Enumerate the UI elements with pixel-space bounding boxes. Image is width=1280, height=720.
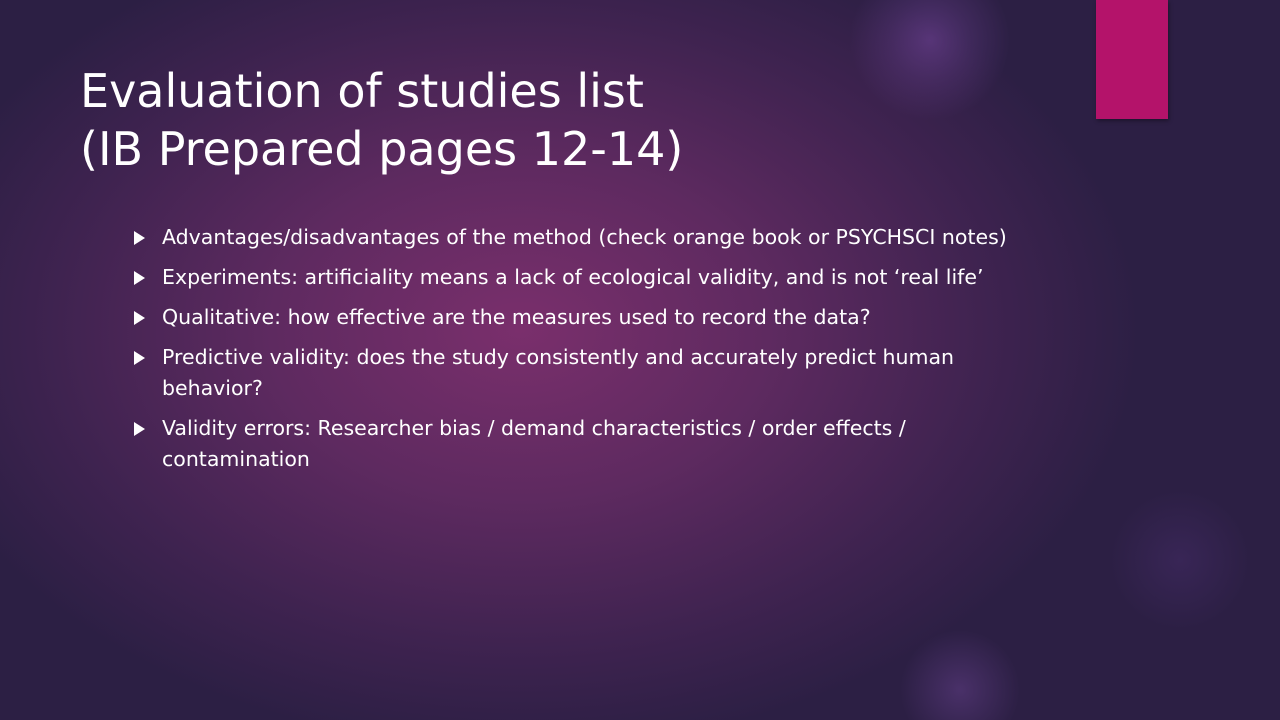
bullet-item <box>132 413 1032 475</box>
bullet-text: Qualitative: how effective are the measures used to record the data? <box>162 305 871 329</box>
bullet-list <box>132 222 1032 484</box>
arrow-bullet-icon <box>134 311 145 325</box>
arrow-bullet-icon <box>134 351 145 365</box>
arrow-bullet-icon <box>134 271 145 285</box>
bullet-text: Experiments: artificiality means a lack of ecological validity, and is not ‘real life’ <box>162 265 984 289</box>
bullet-text: Validity errors: Researcher bias / demand characteristics / order effects / contamination <box>162 416 906 471</box>
bullet-item <box>132 222 1032 253</box>
arrow-bullet-icon <box>134 422 145 436</box>
slide-title-line-2: (IB Prepared pages 12-14) <box>80 122 684 176</box>
bullet-text: Predictive validity: does the study consistently and accurately predict human behavior? <box>162 345 955 400</box>
bullet-text: Advantages/disadvantages of the method (check orange book or PSYCHSCI notes) <box>162 225 1007 249</box>
bullet-item <box>132 342 1032 404</box>
arrow-bullet-icon <box>134 231 145 245</box>
accent-bar <box>1096 0 1168 119</box>
slide-title-line-1: Evaluation of studies list <box>80 64 644 118</box>
bullet-item <box>132 302 1032 333</box>
slide-title <box>80 62 1060 178</box>
bullet-item <box>132 262 1032 293</box>
